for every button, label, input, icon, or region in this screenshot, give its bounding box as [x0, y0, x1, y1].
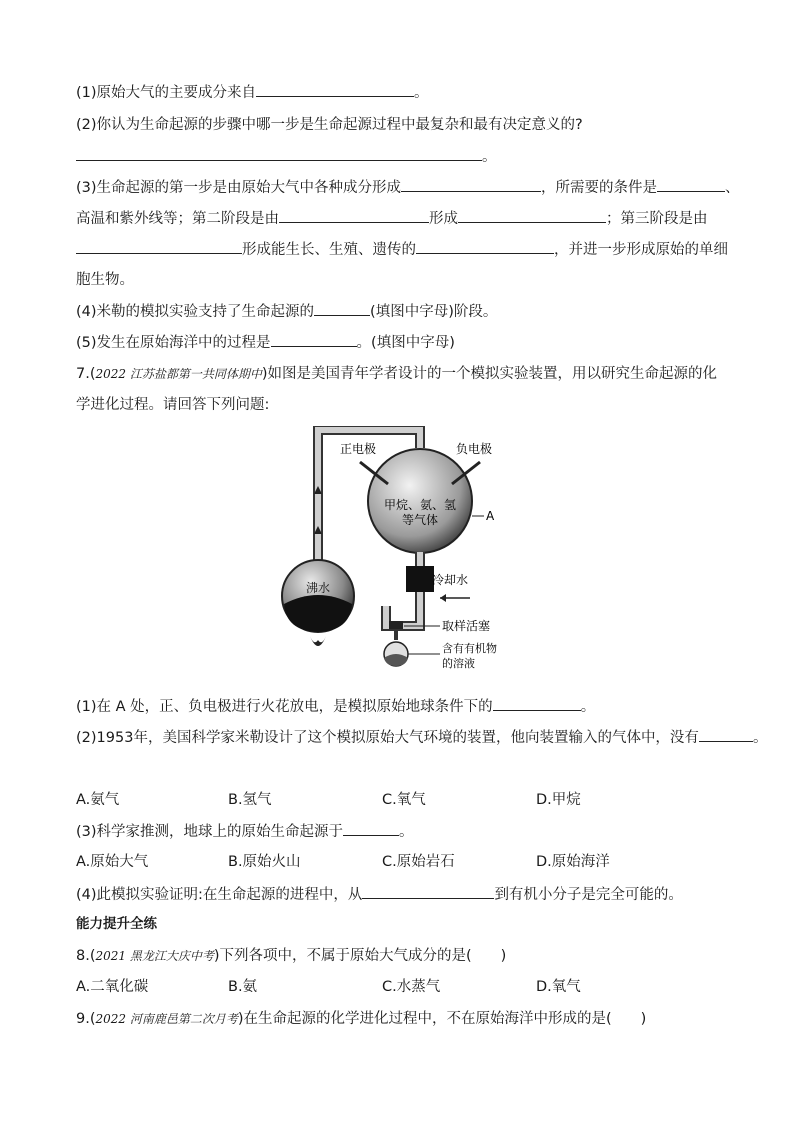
- q7-intro-text: 学进化过程。请回答下列问题:: [76, 397, 270, 413]
- q7-part3-option-d[interactable]: D.原始海洋: [536, 854, 610, 870]
- answer-blank[interactable]: [314, 301, 370, 316]
- q6-part3-line2: [76, 208, 708, 229]
- q9-text: )在生命起源的化学进化过程中，不在原始海洋中形成的是( ): [237, 1011, 647, 1027]
- q9-stem: [76, 1009, 646, 1029]
- q8-stem: [76, 946, 506, 966]
- q7-part2-option-d[interactable]: D.甲烷: [536, 792, 581, 808]
- question-source: 2022 河南鹿邑第二次月考: [95, 1012, 238, 1026]
- q7-part2-option-b[interactable]: B.氢气: [228, 792, 272, 808]
- q7-part3-option-b[interactable]: B.原始火山: [228, 854, 301, 870]
- label-a: A: [486, 509, 495, 523]
- q7-part3-option-a[interactable]: A.原始大气: [76, 854, 149, 870]
- q6-part4: [76, 301, 497, 322]
- answer-blank[interactable]: [76, 239, 242, 254]
- q6-part3-line1: [76, 177, 740, 198]
- q6-part3-text: 胞生物。: [76, 272, 134, 288]
- q6-part3-text: 形成: [429, 211, 458, 227]
- q6-part2-answer: [76, 146, 497, 167]
- answer-blank[interactable]: [343, 821, 399, 836]
- gas-label: 甲烷、氨、氢: [383, 498, 457, 512]
- q8-option-c[interactable]: C.水蒸气: [382, 979, 441, 995]
- q6-part5-text: (5)发生在原始海洋中的过程是: [76, 335, 271, 351]
- question-source: 2021 黑龙江大庆中考: [95, 949, 214, 963]
- q7-part4-text: 到有机小分子是完全可能的。: [494, 887, 683, 903]
- answer-blank[interactable]: [76, 146, 482, 161]
- q7-part2-text: (2)1953年，美国科学家米勒设计了这个模拟原始大气环境的装置，他向装置输入的气体中，没有: [76, 730, 699, 746]
- q6-part4-text: (4)米勒的模拟实验支持了生命起源的: [76, 304, 315, 320]
- q7-part3-text: (3)科学家推测，地球上的原始生命起源于: [76, 824, 344, 840]
- q7-part1-text: (1)在 A 处，正、负电极进行火花放电，是模拟原始地球条件下的: [76, 699, 493, 715]
- punct: 。: [580, 699, 596, 715]
- gas-label-2: 等气体: [401, 513, 439, 527]
- q7-part3: [76, 821, 414, 842]
- answer-blank[interactable]: [657, 177, 725, 192]
- q7-part4: [76, 884, 683, 905]
- question-source: 2022 江苏盐都第一共同体期中: [95, 367, 262, 381]
- punct: 。: [752, 730, 768, 746]
- q8-text: )下列各项中，不属于原始大气成分的是( ): [213, 948, 507, 964]
- cooling-jacket: [406, 566, 434, 592]
- q6-part3-line4: [76, 270, 134, 290]
- q6-part3-text: ，所需要的条件是: [541, 180, 658, 196]
- q8-option-a[interactable]: A.二氧化碳: [76, 979, 149, 995]
- q8-option-b[interactable]: B.氨: [228, 979, 258, 995]
- q7-part1: [76, 696, 595, 717]
- q7-part2: [76, 727, 767, 748]
- answer-blank[interactable]: [279, 208, 429, 223]
- question-number: 8.(: [76, 948, 96, 964]
- negative-electrode-label: 负电极: [456, 442, 493, 456]
- q6-part1: [76, 82, 429, 103]
- punct: 。: [482, 149, 497, 165]
- section-title: 能力提升全练: [76, 916, 157, 932]
- flame-icon: [310, 636, 326, 646]
- q6-part3-text: (3)生命起源的第一步是由原始大气中各种成分形成: [76, 180, 402, 196]
- boiling-label: 沸水: [305, 581, 331, 595]
- q7-intro-line2: [76, 395, 269, 415]
- q6-part3-text: ，并进一步形成原始的单细: [554, 242, 728, 258]
- solution-label-2: 的溶液: [442, 657, 475, 670]
- q6-part3-text: 高温和紫外线等；第二阶段是由: [76, 211, 279, 227]
- question-number: 7.(: [76, 366, 96, 382]
- q6-part4-text: (填图中字母)阶段。: [370, 304, 498, 320]
- answer-blank[interactable]: [699, 727, 753, 742]
- q6-part3-text: 形成能生长、生殖、遗传的: [242, 242, 416, 258]
- answer-blank[interactable]: [362, 884, 494, 899]
- punct: 、: [725, 180, 740, 196]
- answer-blank[interactable]: [416, 239, 554, 254]
- q7-part2-option-a[interactable]: A.氨气: [76, 792, 120, 808]
- q7-intro-text: )如图是美国青年学者设计的一个模拟实验装置，用以研究生命起源的化: [261, 366, 718, 382]
- q6-part1-text: (1)原始大气的主要成分来自: [76, 85, 257, 101]
- stopcock-label: 取样活塞: [442, 619, 491, 633]
- q6-part2-text: (2)你认为生命起源的步骤中哪一步是生命起源过程中最复杂和最有决定意义的?: [76, 117, 583, 133]
- solution-label: 含有有机物: [442, 642, 497, 655]
- answer-blank[interactable]: [256, 82, 414, 97]
- cooling-label: 冷却水: [432, 573, 469, 587]
- answer-blank[interactable]: [458, 208, 606, 223]
- q6-part2: [76, 115, 583, 135]
- q7-part3-option-c[interactable]: C.原始岩石: [382, 854, 455, 870]
- answer-blank[interactable]: [271, 332, 357, 347]
- q6-part3-line3: [76, 239, 728, 260]
- q7-part2-option-c[interactable]: C.氧气: [382, 792, 426, 808]
- answer-blank[interactable]: [401, 177, 541, 192]
- q7-part4-text: (4)此模拟实验证明:在生命起源的进程中，从: [76, 887, 363, 903]
- q7-intro-line1: [76, 364, 717, 384]
- q8-option-d[interactable]: D.氧气: [536, 979, 581, 995]
- q6-part5-text: 。(填图中字母): [356, 335, 455, 351]
- stopcock: [389, 621, 403, 629]
- miller-apparatus-figure: [280, 426, 530, 670]
- question-number: 9.(: [76, 1011, 96, 1027]
- q6-part5: [76, 332, 455, 353]
- answer-blank[interactable]: [493, 696, 581, 711]
- q6-part3-text: ；第三阶段是由: [606, 211, 708, 227]
- punct: 。: [414, 85, 429, 101]
- punct: 。: [399, 824, 414, 840]
- positive-electrode-label: 正电极: [340, 442, 377, 456]
